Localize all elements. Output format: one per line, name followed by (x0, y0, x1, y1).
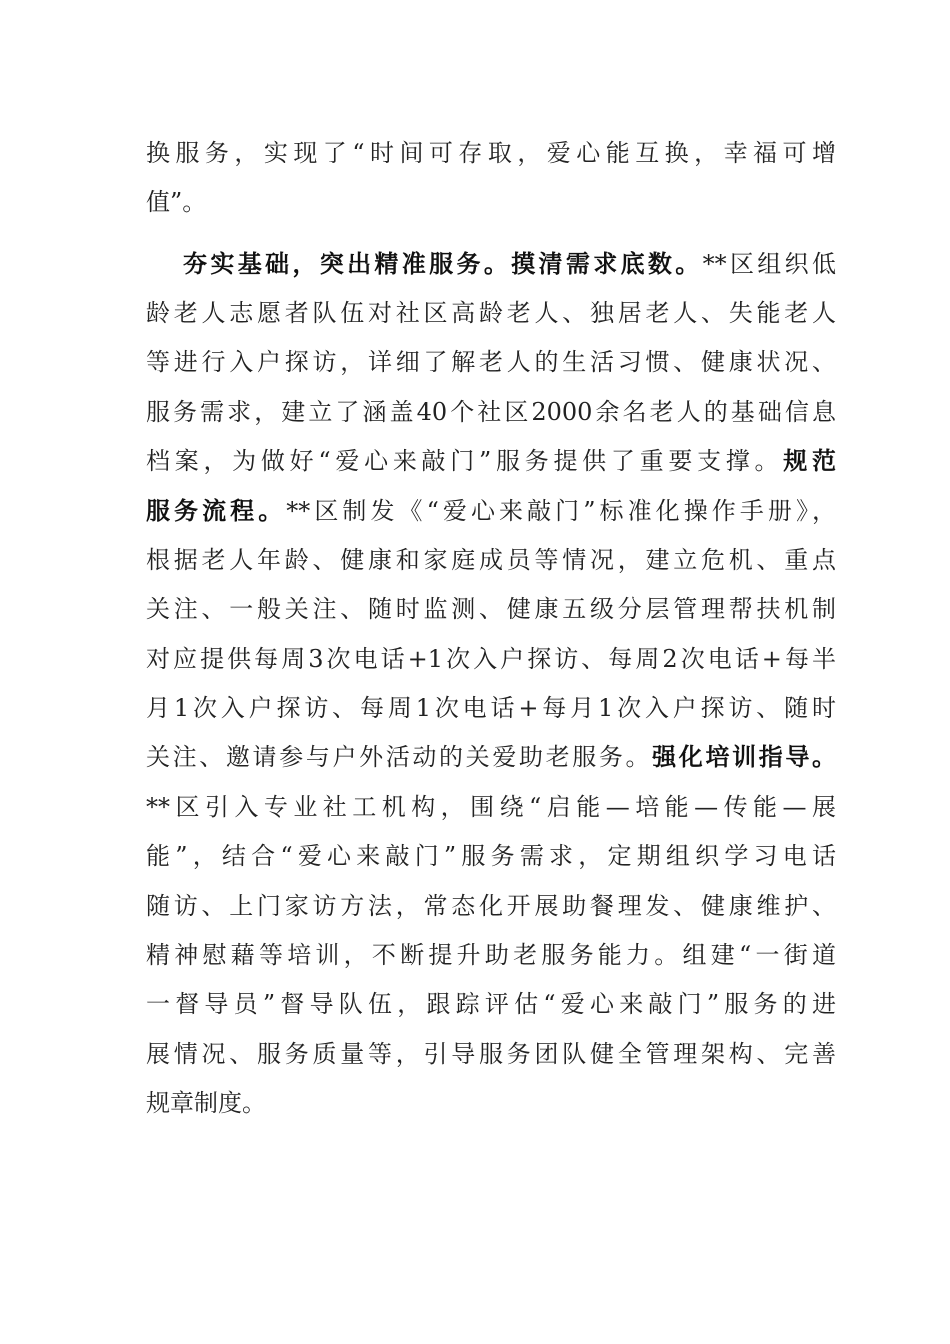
paragraph-2-line-4: 服务需求，建立了涵盖40个社区2000余名老人的基础信息 (146, 398, 836, 426)
paragraph-2-line-8: 关注、一般关注、随时监测、健康五级分层管理帮扶机制 (146, 595, 836, 623)
paragraph-2-line-14: 随访、上门家访方法，常态化开展助餐理发、健康维护、 (146, 892, 836, 920)
body-text: **区制发《“爱心来敲门”标准化操作手册》， (286, 497, 836, 525)
paragraph-2-line-10: 月1次入户探访、每周1次电话+每月1次入户探访、随时 (146, 694, 836, 722)
paragraph-2-line-7: 根据老人年龄、健康和家庭成员等情况，建立危机、重点 (146, 546, 836, 574)
subsection-heading: 规范 (783, 446, 836, 475)
paragraph-2-line-1 (183, 244, 836, 284)
paragraph-2-line-15: 精神慰藉等培训，不断提升助老服务能力。组建“一街道 (146, 941, 836, 969)
paragraph-2-line-16: 一督导员”督导队伍，跟踪评估“爱心来敲门”服务的进 (146, 990, 836, 1018)
subsection-heading: 服务流程。 (146, 496, 287, 525)
paragraph-1-line-2: 值”。 (146, 188, 207, 216)
paragraph-2-line-13: 能”，结合“爱心来敲门”服务需求，定期组织学习电话 (146, 842, 836, 870)
paragraph-1-line-1: 换服务，实现了“时间可存取，爱心能互换，幸福可增 (146, 139, 836, 167)
paragraph-2-line-6 (146, 491, 836, 531)
paragraph-2-line-18: 规章制度。 (146, 1089, 266, 1117)
body-text: 关注、邀请参与户外活动的关爱助老服务。 (146, 743, 653, 771)
subsection-heading: 强化培训指导。 (652, 742, 837, 771)
section-heading: 夯实基础，突出精准服务。摸清需求底数。 (183, 249, 703, 278)
paragraph-2-line-17: 展情况、服务质量等，引导服务团队健全管理架构、完善 (146, 1040, 836, 1068)
paragraph-2-line-12: **区引入专业社工机构，围绕“启能—培能—传能—展 (146, 793, 836, 821)
body-text: 档案，为做好“爱心来敲门”服务提供了重要支撑。 (146, 447, 784, 475)
body-text: **区组织低 (702, 250, 837, 278)
paragraph-2-line-3: 等进行入户探访，详细了解老人的生活习惯、健康状况、 (146, 348, 836, 376)
paragraph-2-line-5 (146, 441, 836, 481)
paragraph-2-line-2: 龄老人志愿者队伍对社区高龄老人、独居老人、失能老人 (146, 299, 836, 327)
paragraph-2-line-11 (146, 737, 836, 777)
paragraph-2-line-9: 对应提供每周3次电话+1次入户探访、每周2次电话+每半 (146, 645, 836, 673)
